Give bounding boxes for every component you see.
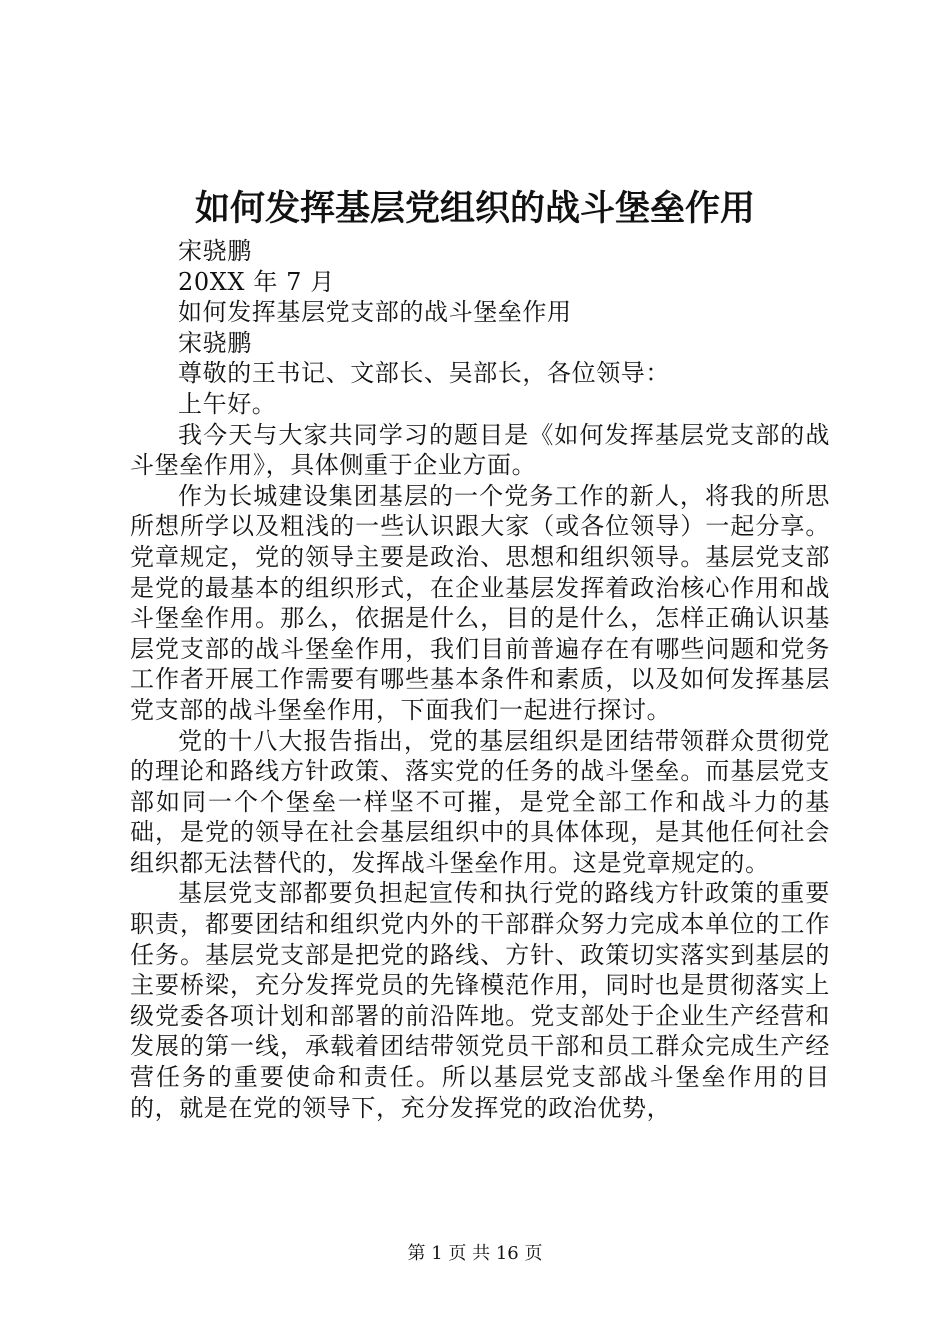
greeting: 上午好。 (178, 389, 277, 418)
paragraph-branch-duties: 基层党支部都要负担起宣传和执行党的路线方针政策的重要职责，都要团结和组织党内外的干部群众努力完成本单位的工作任务。基层党支部是把党的路线、方针、政策切实落实到基层的主要桥梁，充分发挥党员的先锋模范作用，同时也是贯彻落实上级党委各项计划和部署的前沿阵地。党支部处于企业生产经营和发展的第一线，承载着团结带领党员干部和员工群众完成生产经营任务的重要使命和责任。所以基层党支部战斗堡垒作用的目的，就是在党的领导下，充分发挥党的政治优势， (130, 879, 830, 1122)
page-footer: 第 1 页 共 16 页 (407, 1243, 543, 1264)
document-body (130, 236, 830, 1123)
document-title: 如何发挥基层党组织的战斗堡垒作用 (194, 188, 755, 229)
paragraph-topic: 我今天与大家共同学习的题目是《如何发挥基层党支部的战斗堡垒作用》，具体侧重于企业方面。 (130, 420, 830, 480)
speech-title: 如何发挥基层党支部的战斗堡垒作用 (178, 298, 572, 327)
author-name: 宋骁鹏 (178, 237, 252, 265)
speaker-name: 宋骁鹏 (178, 328, 252, 357)
paragraph-introduction: 作为长城建设集团基层的一个党务工作的新人，将我的所思所想所学以及粗浅的一些认识跟大家（或各位领导）一起分享。党章规定，党的领导主要是政治、思想和组织领导。基层党支部是党的最基本的组织形式，在企业基层发挥着政治核心作用和战斗堡垒作用。那么，依据是什么，目的是什么，怎样正确认识基层党支部的战斗堡垒作用，我们目前普遍存在有哪些问题和党务工作者开展工作需要有哪些基本条件和素质，以及如何发挥基层党支部的战斗堡垒作用，下面我们一起进行探讨。 (130, 481, 830, 724)
document-date: 20XX 年 7 月 (178, 267, 335, 296)
salutation: 尊敬的王书记、文部长、吴部长，各位领导： (178, 359, 670, 388)
paragraph-party-report: 党的十八大报告指出，党的基层组织是团结带领群众贯彻党的理论和路线方针政策、落实党的任务的战斗堡垒。而基层党支部如同一个个堡垒一样坚不可摧，是党全部工作和战斗力的基础，是党的领导在社会基层组织中的具体体现，是其他任何社会组织都无法替代的，发挥战斗堡垒作用。这是党章规定的。 (130, 726, 830, 877)
